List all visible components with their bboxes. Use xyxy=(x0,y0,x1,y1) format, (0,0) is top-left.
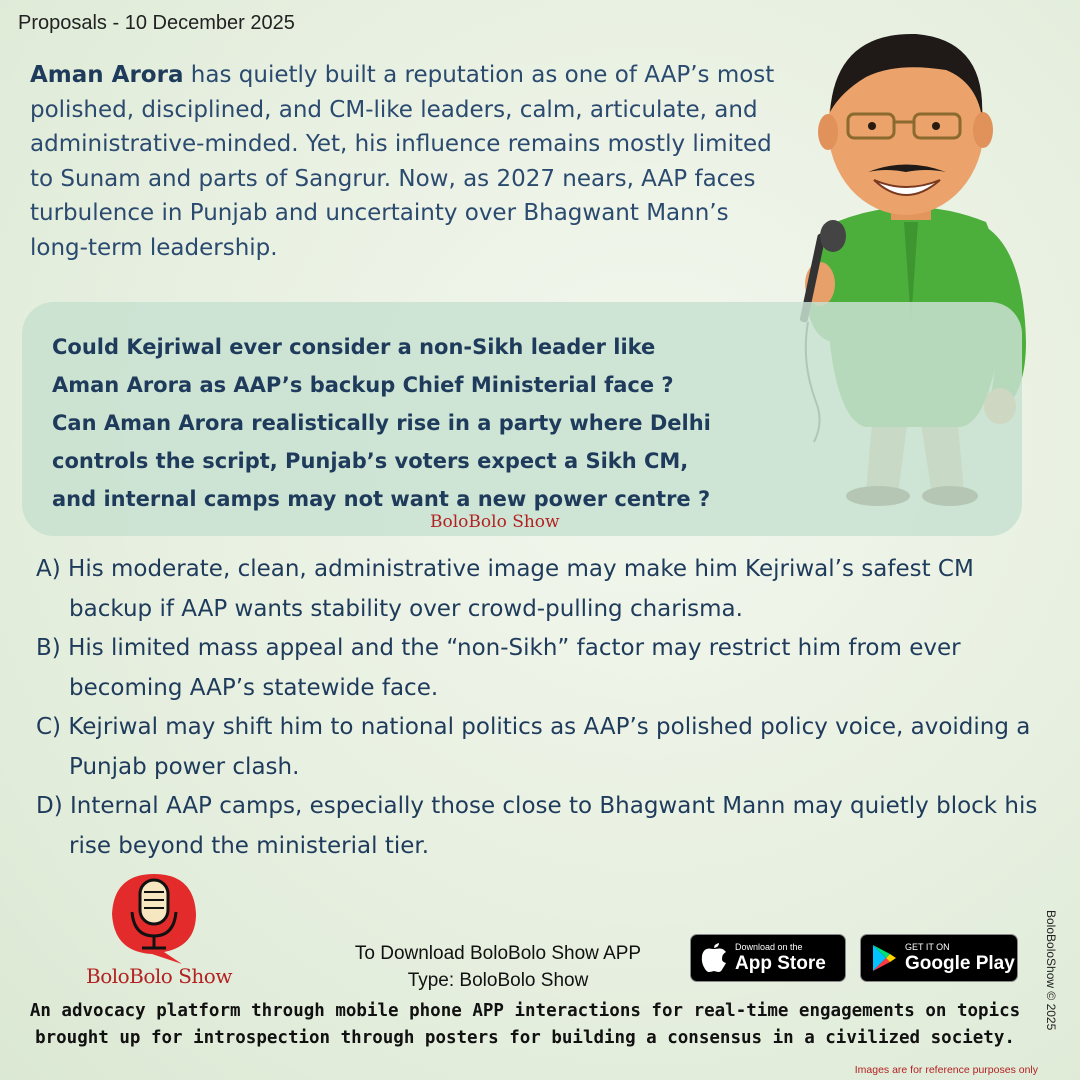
download-line-2: Type: BoloBolo Show xyxy=(407,970,589,991)
apple-icon xyxy=(701,943,727,973)
tagline-line-2: brought up for introspection through posters for building a consensus in a civilized society. xyxy=(35,1028,1015,1048)
question-line: controls the script, Punjab’s voters expect a Sikh CM, xyxy=(52,449,689,473)
copyright-vertical: BoloBoloShow © 2025 xyxy=(1044,910,1058,1031)
intro-text: has quietly built a reputation as one of AAP’s most polished, disciplined, and CM-like leaders, calm, articulate, and administrative-minded. Yet, his influence remains mostly limited to Sunam and parts of Sangrur. Now, as 2027 nears, AAP faces turbulence in Punjab and uncertainty over Bhagwant Mann’s long-term leadership. xyxy=(30,62,775,261)
option-c: C) Kejriwal may shift him to national politics as AAP’s polished policy voice, avoiding a Punjab power clash. xyxy=(36,714,1031,780)
header-date: Proposals - 10 December 2025 xyxy=(18,12,295,34)
option-d: D) Internal AAP camps, especially those close to Bhagwant Mann may quietly block his rise beyond the ministerial tier. xyxy=(36,793,1038,859)
microphone-speech-bubble-icon xyxy=(94,866,214,966)
option-b: B) His limited mass appeal and the “non-Sikh” factor may restrict him from ever becoming AAP’s statewide face. xyxy=(36,635,961,701)
google-play-label: Google Play xyxy=(905,952,1015,974)
app-store-label: App Store xyxy=(735,952,826,974)
question-line: Can Aman Arora realistically rise in a party where Delhi xyxy=(52,411,711,435)
option-a: A) His moderate, clean, administrative image may make him Kejriwal’s safest CM backup if AAP wants stability over crowd-pulling charisma. xyxy=(36,556,974,622)
google-play-small-label: GET IT ON xyxy=(905,941,950,952)
question-box-brand: BoloBolo Show xyxy=(430,512,560,532)
question-line: Aman Arora as AAP’s backup Chief Ministerial face ? xyxy=(52,373,674,397)
intro-paragraph xyxy=(30,58,790,265)
question-line: Could Kejriwal ever consider a non-Sikh leader like xyxy=(52,335,656,359)
logo-text: BoloBolo Show xyxy=(86,964,232,988)
disclaimer: Images are for reference purposes only xyxy=(854,1064,1038,1076)
tagline xyxy=(20,998,1030,1052)
download-line-1: To Download BoloBolo Show APP xyxy=(354,943,642,964)
options-list xyxy=(36,550,1046,866)
question-text xyxy=(52,328,782,518)
tagline-line-1: An advocacy platform through mobile phone APP interactions for real-time engagements on topics xyxy=(29,1001,1021,1021)
download-instructions xyxy=(330,940,666,994)
app-store-small-label: Download on the xyxy=(735,941,803,952)
app-store-button[interactable] xyxy=(690,934,846,982)
google-play-button[interactable] xyxy=(860,934,1018,982)
google-play-icon xyxy=(871,944,897,972)
intro-name: Aman Arora xyxy=(30,62,184,88)
question-line: and internal camps may not want a new power centre ? xyxy=(52,487,711,511)
